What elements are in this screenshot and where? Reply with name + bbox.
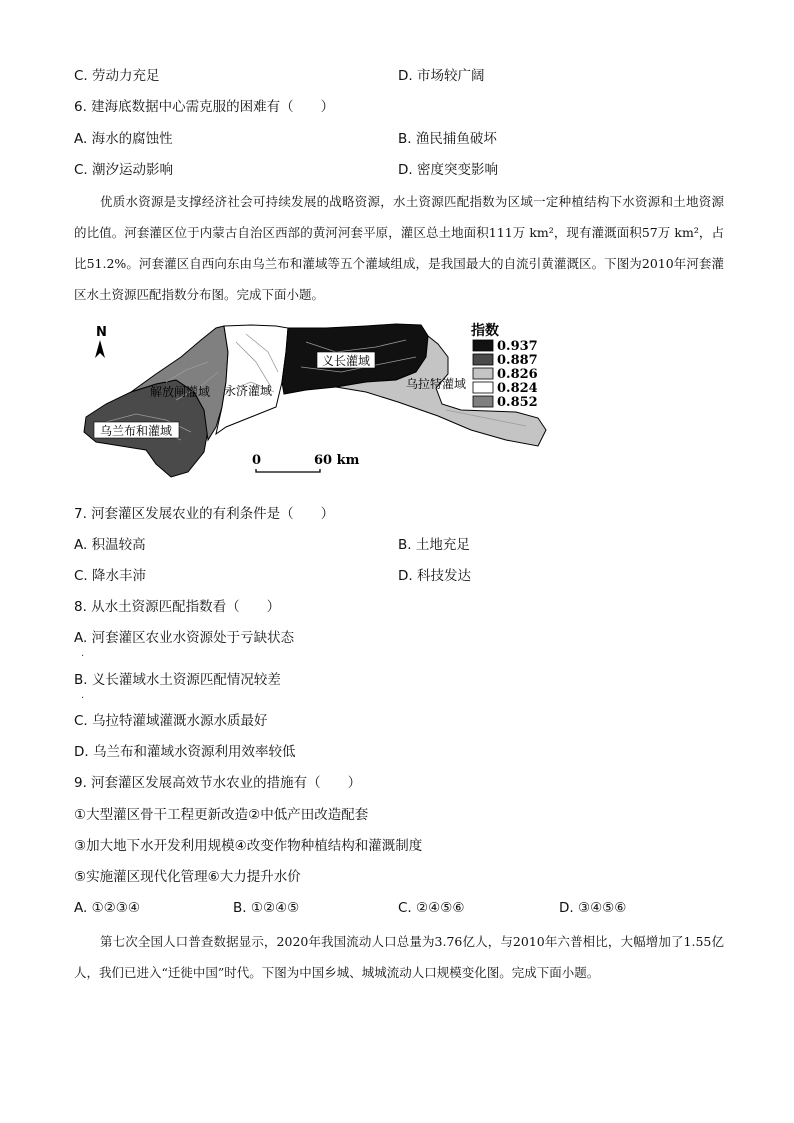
reading-passage: 第七次全国人口普查数据显示，2020年我国流动人口总量为3.76亿人，与2010年六普相比，大幅增加了1.55亿人，我们已进入“迁徙中国”时代。下图为中国乡城、城城流动人口规模变化图。完成下面小题。 [74,934,724,980]
statement-line: ③加大地下水开发利用规模④改变作物种植结构和灌溉制度 [74,838,423,854]
option-c[interactable]: C. 乌拉特灌域灌溉水源水质最好 [74,713,268,729]
legend [473,339,538,410]
statement-line: ①大型灌区骨干工程更新改造②中低产田改造配套 [74,807,369,823]
option-c[interactable]: C. 降水丰沛 [74,568,147,584]
option-a[interactable]: A. 海水的腐蚀性 [74,131,173,147]
legend-swatch [473,354,493,365]
legend-swatch [473,368,493,379]
scale-end: 60 km [314,453,360,468]
legend-value: 0.937 [497,339,538,354]
label-wulanbuhe: 乌兰布和灌域 [99,424,173,438]
label-yongji: 永济灌域 [224,384,273,398]
legend-value: 0.852 [497,395,538,410]
label-wulate: 乌拉特灌域 [406,377,467,391]
north-arrow-icon [95,340,105,358]
reading-passage: 优质水资源是支撑经济社会可持续发展的战略资源，水土资源匹配指数为区域一定种植结构下水资源和土地资源的比值。河套灌区位于内蒙古自治区西部的黄河河套平原，灌区总土地面积111万 km²，现有灌溉面积57万 km²，占比51.2%。河套灌区自西向东由乌兰布和灌域等五个灌域组成，是我国最大的自流引黄灌溉区。下图为2010年河套灌区水土资源匹配指数分布图。完成下面小题。 [74,194,724,302]
option-c[interactable]: C. 劳动力充足 [74,68,160,84]
north-label: N [96,325,107,340]
legend-title: 指数 [471,323,499,339]
question-stem: 7. 河套灌区发展农业的有利条件是（ ） [74,506,335,522]
option-a[interactable]: A. 积温较高 [74,537,146,553]
label-jiefangzha: 解放闸灌域 [150,385,211,399]
irrigation-index-map [76,322,576,478]
option-c[interactable]: C. ②④⑤⑥ [398,900,465,916]
legend-swatch [473,382,493,393]
legend-swatch [473,396,493,407]
scale-start: 0 [252,453,262,468]
scale-bar [256,469,320,472]
option-c[interactable]: C. 潮汐运动影响 [74,162,174,178]
label-yichang: 义长灌域 [321,354,371,368]
option-b[interactable]: B. ①②④⑤ [233,900,300,916]
legend-value: 0.887 [497,353,538,368]
question-stem: 6. 建海底数据中心需克服的困难有（ ） [74,99,335,115]
option-d[interactable]: D. 乌兰布和灌域水资源利用效率较低 [74,744,296,760]
legend-value: 0.824 [497,381,538,396]
option-a[interactable]: A. 河套灌区农业水资源处于亏缺状态 [74,630,295,646]
question-stem: 8. 从水土资源匹配指数看（ ） [74,599,281,615]
question-stem: 9. 河套灌区发展高效节水农业的措施有（ ） [74,775,362,791]
option-d[interactable]: D. 密度突变影响 [398,162,498,178]
option-a[interactable]: A. ①②③④ [74,900,140,916]
legend-swatch [473,340,493,351]
region-yongji [216,325,288,434]
option-d[interactable]: D. ③④⑤⑥ [559,900,627,916]
option-d[interactable]: D. 市场较广阔 [398,68,485,84]
stray-dot: . [81,690,85,701]
stray-dot: . [81,648,85,659]
option-b[interactable]: B. 土地充足 [398,537,470,553]
statement-line: ⑤实施灌区现代化管理⑥大力提升水价 [74,869,301,885]
option-b[interactable]: B. 渔民捕鱼破坏 [398,131,497,147]
option-b[interactable]: B. 义长灌域水土资源匹配情况较差 [74,672,281,688]
legend-value: 0.826 [497,367,538,382]
option-d[interactable]: D. 科技发达 [398,568,471,584]
